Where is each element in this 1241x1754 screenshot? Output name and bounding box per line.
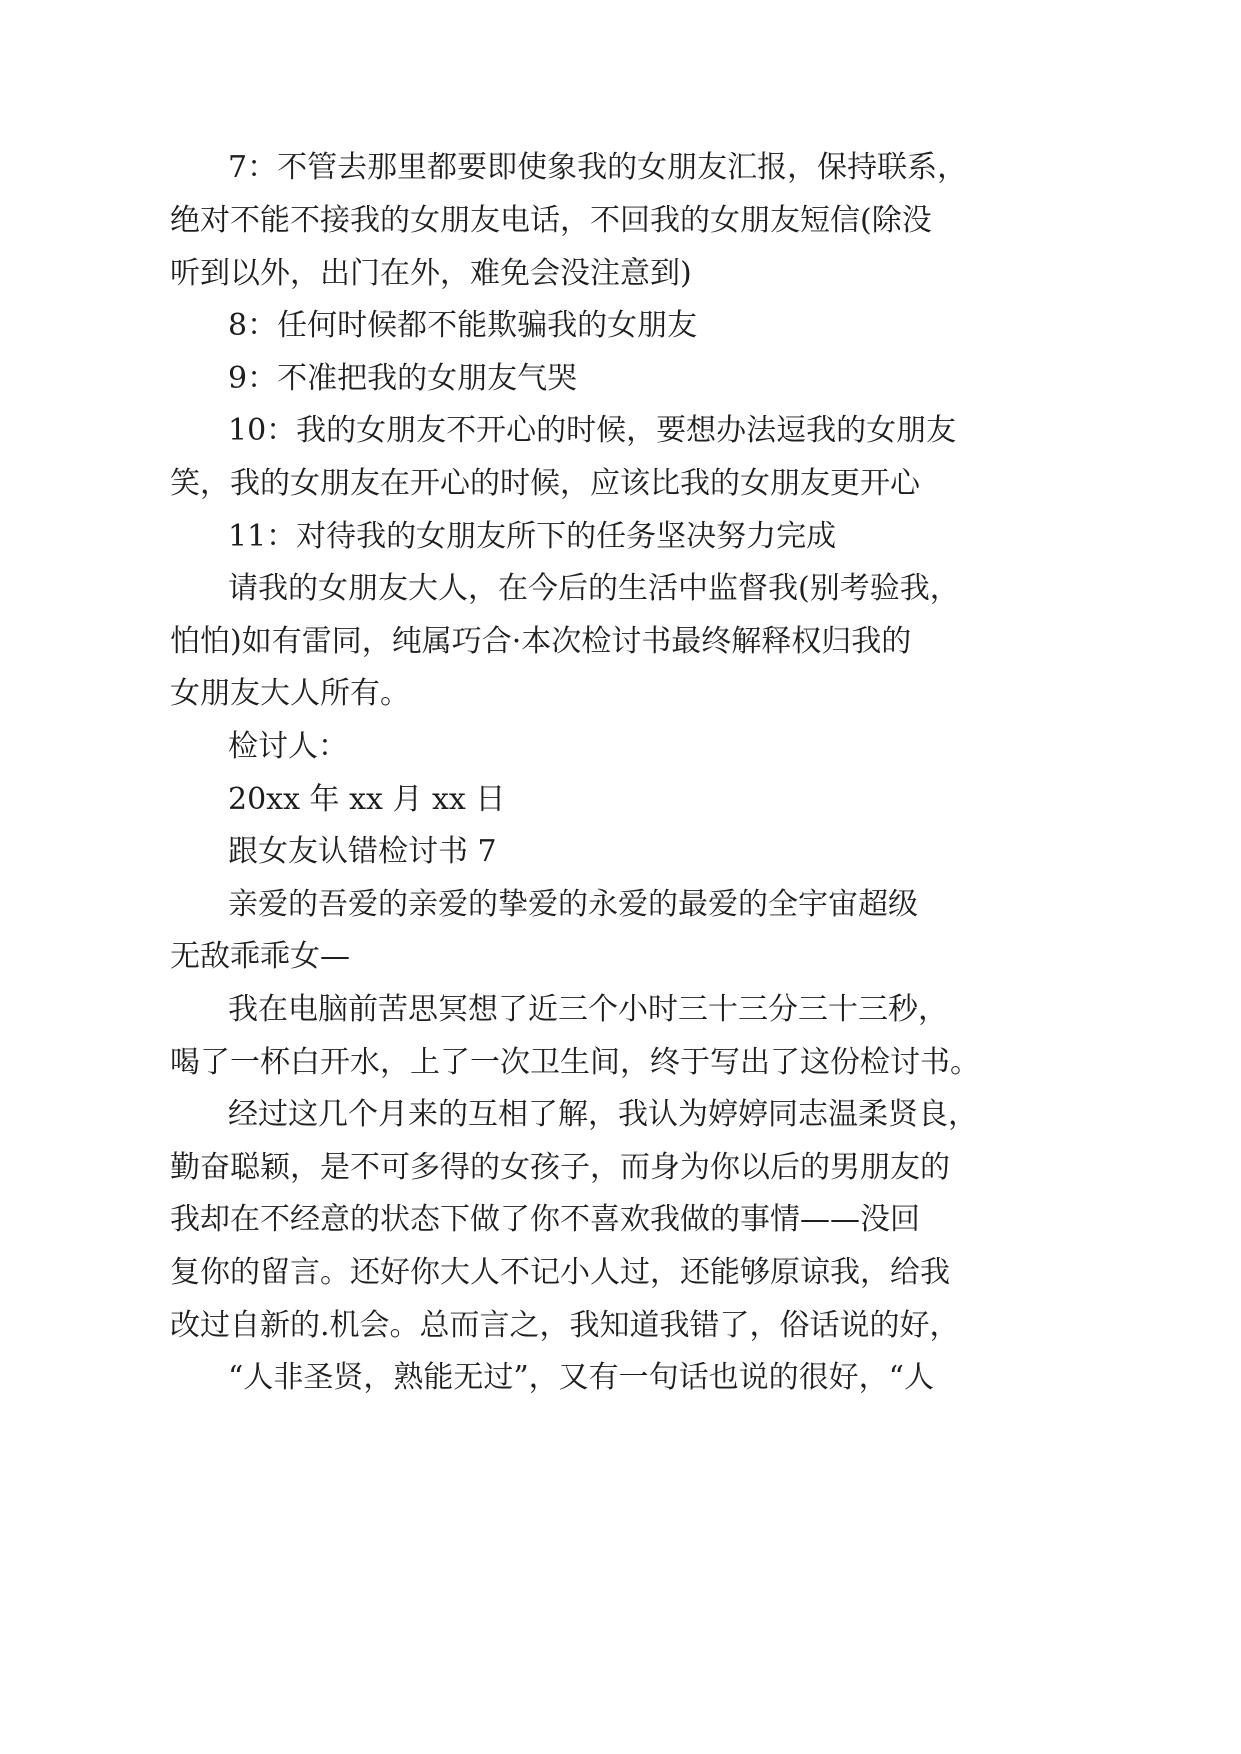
date-line: 20xx 年 xx 月 xx 日 bbox=[228, 782, 506, 817]
signer-label: 检讨人： bbox=[228, 729, 348, 764]
text-line: 复你的留言。还好你大人不记小人过，还能够原谅我，给我 bbox=[170, 1255, 950, 1290]
text-line: 勤奋聪颖，是不可多得的女孩子，而身为你以后的男朋友的 bbox=[170, 1150, 950, 1185]
text-line: 8：任何时候都不能欺骗我的女朋友 bbox=[228, 308, 698, 343]
text-line: 经过这几个月来的互相了解，我认为婷婷同志温柔贤良， bbox=[228, 1097, 978, 1132]
text-line: 改过自新的.机会。总而言之，我知道我错了，俗话说的好， bbox=[170, 1308, 960, 1343]
text-line: “人非圣贤，熟能无过”，又有一句话也说的很好，“人 bbox=[228, 1360, 935, 1395]
text-line: 笑，我的女朋友在开心的时候，应该比我的女朋友更开心 bbox=[170, 466, 920, 501]
text-line: 我却在不经意的状态下做了你不喜欢我做的事情——没回 bbox=[170, 1202, 920, 1237]
text-line: 听到以外，出门在外，难免会没注意到) bbox=[170, 256, 692, 291]
section-heading: 跟女友认错检讨书 7 bbox=[228, 834, 497, 869]
text-line: 10：我的女朋友不开心的时候，要想办法逗我的女朋友 bbox=[228, 413, 957, 448]
text-line: 亲爱的吾爱的亲爱的挚爱的永爱的最爱的全宇宙超级 bbox=[228, 887, 918, 922]
text-line: 我在电脑前苦思冥想了近三个小时三十三分三十三秒， bbox=[228, 992, 948, 1027]
text-line: 喝了一杯白开水，上了一次卫生间，终于写出了这份检讨书。 bbox=[170, 1045, 980, 1080]
text-line: 7：不管去那里都要即使象我的女朋友汇报，保持联系， bbox=[228, 150, 968, 185]
text-line: 女朋友大人所有。 bbox=[170, 676, 410, 711]
text-line: 绝对不能不接我的女朋友电话，不回我的女朋友短信(除没 bbox=[170, 203, 932, 238]
text-line: 9：不准把我的女朋友气哭 bbox=[228, 361, 578, 396]
text-line: 11：对待我的女朋友所下的任务坚决努力完成 bbox=[228, 519, 837, 554]
text-line: 怕怕)如有雷同，纯属巧合·本次检讨书最终解释权归我的 bbox=[170, 624, 912, 659]
text-line: 请我的女朋友大人，在今后的生活中监督我(别考验我， bbox=[228, 571, 960, 606]
text-line: 无敌乖乖女— bbox=[170, 939, 350, 974]
